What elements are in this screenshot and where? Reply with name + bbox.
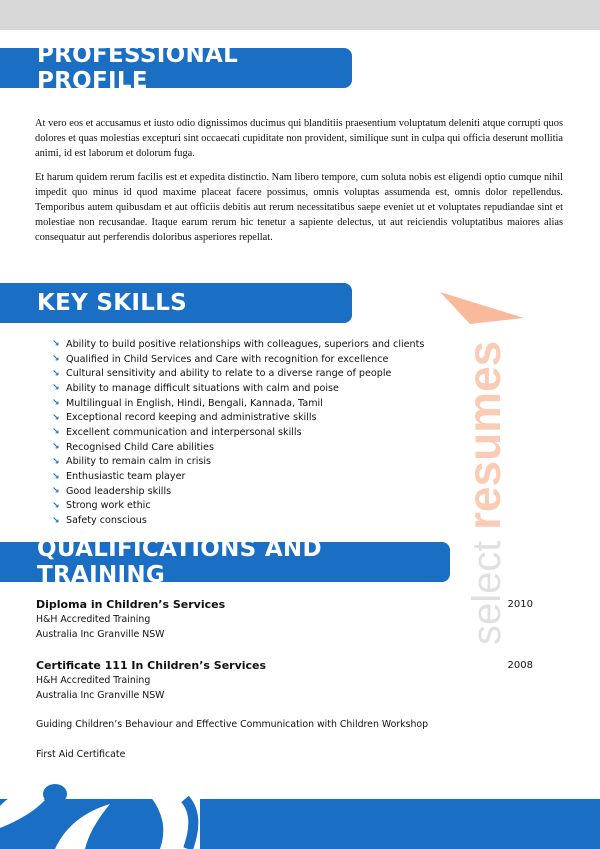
skill-text: Excellent communication and interpersonal skills xyxy=(66,426,302,438)
other-training-item: Guiding Children’s Behaviour and Effective Communication with Children Workshop xyxy=(36,719,429,730)
skill-text: Exceptional record keeping and administrative skills xyxy=(66,412,317,424)
skill-item xyxy=(52,352,424,367)
qualification-provider: H&H Accredited Training xyxy=(36,675,151,686)
qualification-entry xyxy=(36,597,536,642)
qualification-location: Australia Inc Granville NSW xyxy=(36,689,165,701)
skill-text: Cultural sensitivity and ability to relate to a diverse range of people xyxy=(66,368,392,380)
arrow-bullet-icon: ↘ xyxy=(52,456,60,467)
arrow-bullet-icon: ↘ xyxy=(52,398,60,409)
profile-section-banner xyxy=(0,42,352,94)
skill-item xyxy=(52,337,424,352)
qualification-provider: H&H Accredited Training xyxy=(36,614,151,625)
qualification-year: 2010 xyxy=(507,599,533,610)
skill-text: Enthusiastic team player xyxy=(66,471,186,483)
qualification-location: Australia Inc Granville NSW xyxy=(36,628,165,640)
watermark-text-select: select xyxy=(465,540,509,645)
qualification-entry xyxy=(36,658,536,703)
skill-text: Ability to remain calm in crisis xyxy=(66,456,212,468)
skill-item xyxy=(52,381,424,396)
skill-item xyxy=(52,410,424,425)
skill-item xyxy=(52,513,424,528)
skill-item xyxy=(52,440,424,455)
arrow-bullet-icon: ↘ xyxy=(52,442,60,453)
qualifications-section-banner xyxy=(0,536,450,588)
footer-white-swoosh xyxy=(55,804,110,849)
skill-text: Good leadership skills xyxy=(66,485,172,497)
skill-text: Strong work ethic xyxy=(66,500,151,512)
watermark-orange-swoosh xyxy=(440,292,524,324)
arrow-bullet-icon: ↘ xyxy=(52,471,60,482)
skill-item xyxy=(52,499,424,514)
footer-blue-circle xyxy=(43,784,67,804)
arrow-bullet-icon: ↘ xyxy=(52,427,60,438)
arrow-bullet-icon: ↘ xyxy=(52,368,60,379)
arrow-bullet-icon: ↘ xyxy=(52,515,60,526)
skills-list xyxy=(52,337,424,528)
skill-text: Ability to manage difficult situations with calm and poise xyxy=(66,382,339,394)
arrow-bullet-icon: ↘ xyxy=(52,339,60,350)
top-grey-bar xyxy=(0,0,600,30)
other-training-item: First Aid Certificate xyxy=(36,749,126,760)
qualifications-section-title: QUALIFICATIONS AND TRAINING xyxy=(37,536,322,588)
skill-text: Recognised Child Care abilities xyxy=(66,441,214,453)
qualification-title: Certificate 111 In Children’s Services xyxy=(36,659,267,672)
footer-swoosh-graphic xyxy=(0,776,220,849)
arrow-bullet-icon: ↘ xyxy=(52,412,60,423)
skill-text: Multilingual in English, Hindi, Bengali, Kannada, Tamil xyxy=(66,397,323,409)
arrow-bullet-icon: ↘ xyxy=(52,486,60,497)
profile-paragraph-1: At vero eos et accusamus et iusto odio dignissimos ducimus qui blanditiis praesentium voluptatum deleniti atque corrupti quos dolores et quas molestias excepturi sint occaecati cupiditate non provident, similique sunt in culpa qui officia deserunt mollitia animi, id est laborum et dolorum fuga. xyxy=(35,118,563,159)
footer-white-swoosh xyxy=(0,793,45,828)
profile-paragraph-2: Et harum quidem rerum facilis est et expedita distinctio. Nam libero tempore, cum soluta nobis est eligendi optio cumque nihil impedit quo minus id quod maxime placeat facere possimus, omnis voluptas assumenda est, omnis dolor repellendus. Temporibus autem quibusdam et aut officiis debitis aut rerum necessitatibus saepe eveniet ut et voluptates repudiandae sint et molestiae non recusandae. Itaque earum rerum hic tenetur a sapiente delectus, ut aut reiciendis voluptatibus maiores alias consequatur aut perferendis doloribus asperiores repellat. xyxy=(35,172,563,243)
arrow-bullet-icon: ↘ xyxy=(52,354,60,365)
skill-text: Safety conscious xyxy=(66,515,147,527)
arrow-bullet-icon: ↘ xyxy=(52,383,60,394)
qualification-year: 2008 xyxy=(507,660,533,671)
skill-item xyxy=(52,455,424,470)
skill-item xyxy=(52,425,424,440)
skill-item xyxy=(52,396,424,411)
watermark-text-resumes: resumes xyxy=(458,340,510,530)
skill-item xyxy=(52,366,424,381)
skills-section-banner xyxy=(0,283,352,323)
skill-item xyxy=(52,484,424,499)
qualification-title: Diploma in Children’s Services xyxy=(36,598,226,611)
skill-item xyxy=(52,469,424,484)
profile-section-title: PROFESSIONAL PROFILE xyxy=(37,42,239,94)
arrow-bullet-icon: ↘ xyxy=(52,500,60,511)
skills-section-title: KEY SKILLS xyxy=(37,290,188,316)
skill-text: Qualified in Child Services and Care with recognition for excellence xyxy=(66,353,389,365)
skill-text: Ability to build positive relationships with colleagues, superiors and clients xyxy=(66,338,425,350)
